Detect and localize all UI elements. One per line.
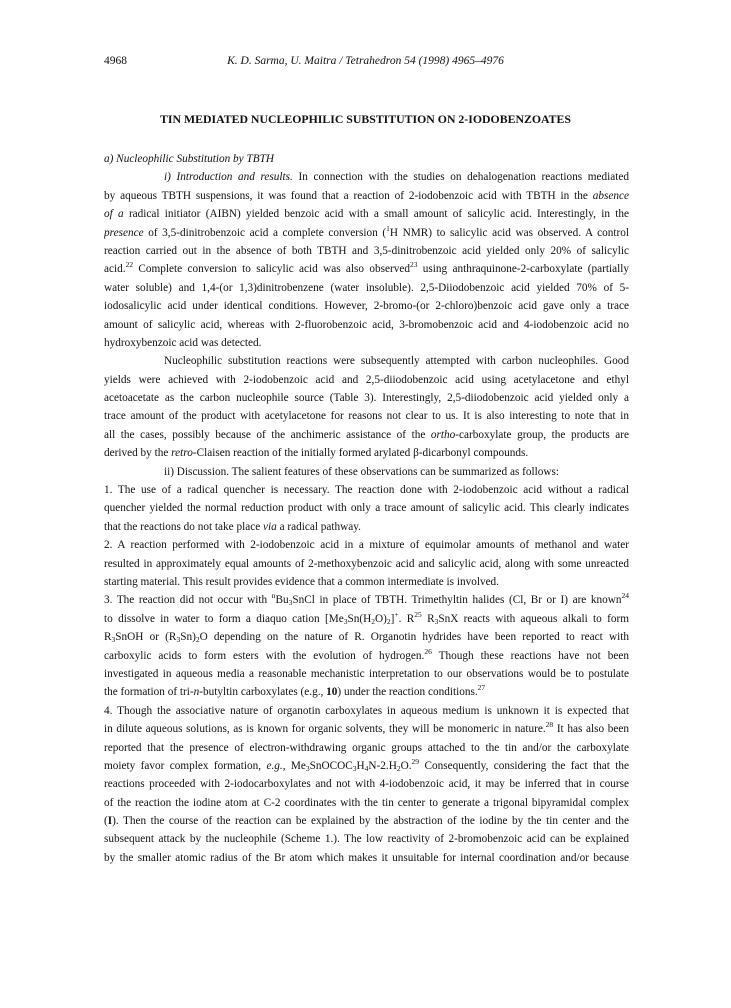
- subsection-heading: i) Introduction and results.: [164, 171, 293, 184]
- running-head: K. D. Sarma, U. Maitra / Tetrahedron 54 (1998) 4965–4976: [227, 55, 504, 67]
- list-item-line: 2. A reaction performed with 2-iodobenzoic acid in a mixture of equimolar amounts of methanol and water: [104, 539, 629, 552]
- list-item-line: resulted in approximately equal amounts of 2-methoxybenzoic acid and salicylic acid, along with some unreacted: [104, 557, 629, 570]
- list-item-line: carboxylic acids to form esters with the evolution of hydrogen.$^{26}$ Though these reactions have not been: [104, 646, 629, 662]
- paragraph-line: i) Introduction and results. In connection with the studies on dehalogenation reactions mediated: [164, 171, 629, 184]
- paragraph-line: ii) Discussion. The salient features of these observations can be summarized as follows:: [164, 465, 560, 478]
- list-item-line: to dissolve in water to form a diaquo cation $[Me_3Sn(H_2O)_2]^+$. $R^{25}$ $R_3SnX$ reacts with aqueous alkali to form: [104, 609, 629, 626]
- list-item-line: (I). Then the course of the reaction can be explained by the abstraction of the iodine by the tin center and the: [104, 815, 629, 828]
- paragraph-line: yields were achieved with 2-iodobenzoic acid and 2,5-diiodobenzoic acid using acetylacetone and ethyl: [104, 373, 629, 386]
- list-item-line: subsequent attack by the nucleophile (Scheme 1.). The low reactivity of 2-bromobenzoic acid can be explained: [104, 833, 629, 846]
- paragraph-line: acetoacetate as the carbon nucleophile source (Table 3). Interestingly, 2,5-diiodobenzoic acid yielded only a: [104, 392, 629, 405]
- page-header: [104, 55, 627, 71]
- paragraph-line: amount of salicylic acid, whereas with 2-fluorobenzoic acid, 3-bromobenzoic acid and 4-iodobenzoic acid no: [104, 318, 629, 331]
- paragraph-line: iodosalicylic acid under identical conditions. However, 2-bromo-(or 2-chloro)benzoic acid gave only a trace: [104, 300, 629, 313]
- paragraph-line: of a radical initiator (AIBN) yielded benzoic acid with a small amount of salicylic acid. Interestingly, in the: [104, 208, 629, 221]
- article-section-title: TIN MEDIATED NUCLEOPHILIC SUBSTITUTION ON 2-IODOBENZOATES: [160, 112, 571, 126]
- list-item-line: of the reaction the iodine atom at C-2 coordinates with the tin center to generate a trigonal bipyramidal complex: [104, 796, 629, 809]
- list-item-line: $R_3SnOH$ or $(R_3Sn)_2O$ depending on the nature of R. Organotin hydrides have been reported to react with: [104, 631, 629, 645]
- paragraph-line: presence of 3,5-dinitrobenzoic acid a complete conversion ($^1$H NMR) to salicylic acid was observed. A control: [104, 223, 629, 239]
- paragraph-line: Nucleophilic substitution reactions were subsequently attempted with carbon nucleophiles. Good: [164, 355, 629, 368]
- paragraph-line: hydroxybenzoic acid was detected.: [104, 336, 262, 349]
- list-item-line: investigated in aqueous media a reasonable mechanistic interpretation to our observations would be to postulate: [104, 667, 629, 680]
- list-item-line: in dilute aqueous solutions, as is known for organic solvents, they will be monomeric in nature.$^{28}$ It has also been: [104, 720, 629, 736]
- list-item-line: moiety favor complex formation, e.g., $Me_3SnOCOC_3H_4N-2.H_2O.^{29}$ Consequently, considering the fact that the: [104, 756, 629, 773]
- list-item-line: quencher yielded the normal reduction product with only a trace amount of salicylic acid. This clearly indicates: [104, 502, 629, 515]
- paragraph-line: trace amount of the product with acetylacetone for reasons not clear to us. It is also interesting to note that in: [104, 410, 629, 423]
- paragraph-line: water soluble) and 1,4-(or 1,3)dinitrobenzene (water insoluble). 2,5-Diiodobenzoic acid yielded 70% of 5-: [104, 281, 629, 294]
- list-item-line: the formation of tri-n-butyltin carboxylates (e.g., 10) under the reaction conditions.$^{27}$: [104, 683, 486, 699]
- list-item-line: 3. The reaction did not occur with $^nBu_3SnCl$ in place of TBTH. Trimethyltin halides (Cl, Br or I) are known$^{24}$: [104, 591, 629, 608]
- list-item-line: reported that the presence of electron-withdrawing organic groups attached to the tin and/or the carboxylate: [104, 741, 629, 754]
- paragraph-line: by aqueous TBTH suspensions, it was found that a reaction of 2-iodobenzoic acid with TBTH in the absence: [104, 189, 629, 202]
- paragraph-line: reaction carried out in the absence of both TBTH and 3,5-dinitrobenzoic acid yielded only 20% of salicylic: [104, 244, 629, 257]
- list-item-line: 1. The use of a radical quencher is necessary. The reaction done with 2-iodobenzoic acid without a radical: [104, 484, 629, 497]
- page-number: 4968: [104, 55, 127, 67]
- list-item-line: by the smaller atomic radius of the Br atom which makes it unsuitable for internal coordination and/or because: [104, 851, 629, 864]
- paragraph-line: acid.$^{22}$ Complete conversion to salicylic acid was also observed$^{23}$ using anthraquinone-2-carboxylate (partially: [104, 260, 629, 276]
- section-heading: a) Nucleophilic Substitution by TBTH: [104, 153, 274, 165]
- list-item-line: starting material. This result provides evidence that a common intermediate is involved.: [104, 575, 499, 588]
- body-text: [104, 150, 629, 867]
- paragraph-line: derived by the retro-Claisen reaction of the initially formed arylated β-dicarbonyl compounds.: [104, 447, 529, 460]
- paragraph-line: all the cases, possibly because of the anchimeric assistance of the ortho-carboxylate group, the products are: [104, 428, 629, 441]
- list-item-line: 4. Though the associative nature of organotin carboxylates in aqueous medium is unknown it is expected that: [104, 704, 629, 717]
- subsection-heading: ii) Discussion.: [164, 465, 230, 478]
- list-item-line: reactions proceeded with 2-iodocarboxylates and not with 4-iodobenzoic acid, it may be inferred that in course: [104, 778, 629, 791]
- list-item-line: that the reactions do not take place via a radical pathway.: [104, 520, 361, 533]
